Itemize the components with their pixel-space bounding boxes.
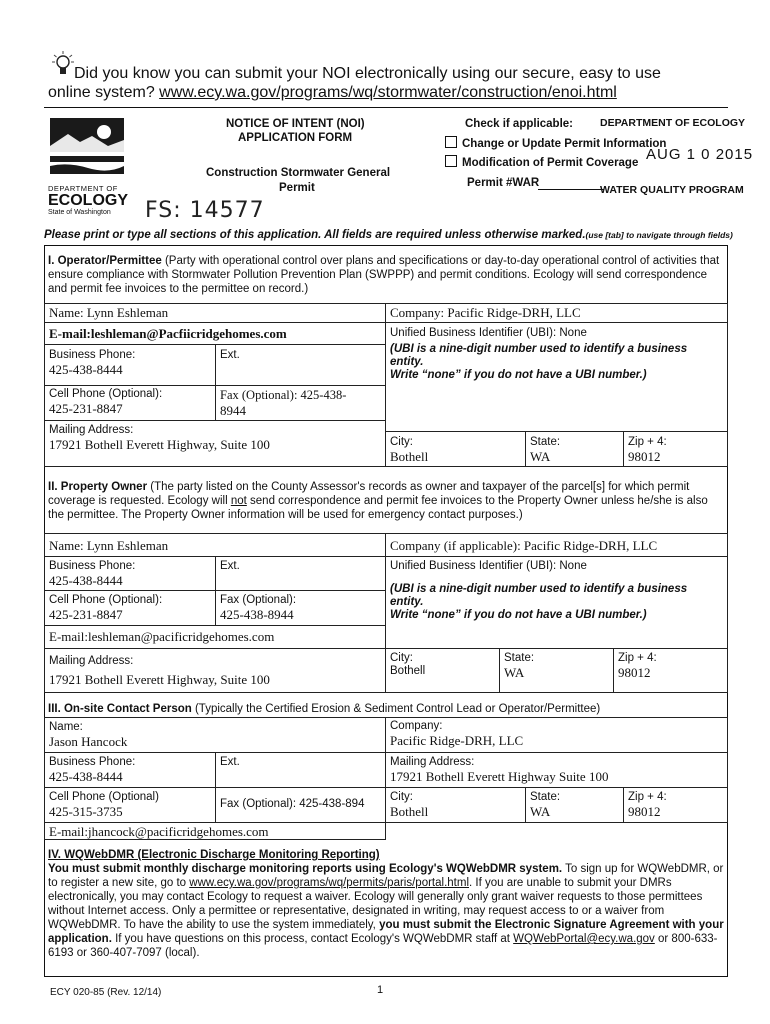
s3-ext: Ext. — [220, 756, 240, 768]
s3-company-label: Company: — [390, 720, 443, 732]
s3-fax-cell[interactable] — [215, 787, 386, 823]
banner-line2: online system? — [48, 84, 160, 101]
form-subtitle-2: Permit — [279, 182, 315, 194]
instructions-main: Please print or type all sections of this application. All fields are required unless otherwise marked. — [44, 229, 586, 241]
s1-ubi-note: (UBI is a nine-digit number used to identify a business entity. — [390, 343, 688, 368]
s3-email: E-mail:jhancock@pacificridgehomes.com — [49, 824, 269, 839]
s1-bphone-label: Business Phone: — [49, 349, 136, 361]
s3-city-cell[interactable] — [385, 787, 526, 823]
s1-ext-cell[interactable] — [215, 344, 386, 386]
wqwebportal-email-link[interactable]: WQWebPortal@ecy.wa.gov — [513, 933, 655, 945]
form-subtitle-1: Construction Stormwater General — [206, 167, 391, 179]
s2-state-cell[interactable] — [499, 648, 614, 693]
ecology-logo — [48, 116, 129, 216]
section2-description — [48, 480, 724, 522]
section3-heading: III. On-site Contact Person — [48, 703, 192, 715]
s2-fax-cell[interactable] — [215, 590, 386, 626]
s2-cell-phone-cell[interactable] — [44, 590, 216, 626]
s3-name: Jason Hancock — [49, 734, 128, 749]
s3-mailing-cell[interactable] — [385, 752, 728, 788]
s1-company: Company: Pacific Ridge-DRH, LLC — [390, 305, 581, 320]
s2-company: Company (if applicable): Pacific Ridge-DRH, LLC — [390, 538, 658, 553]
section4-p4: or 800-633-6193 or 360-407-7097 (local). — [48, 933, 718, 959]
s1-cell-label: Cell Phone (Optional): — [49, 388, 163, 400]
s1-fax-cell[interactable] — [215, 385, 386, 421]
s1-zip: 98012 — [628, 449, 661, 464]
s2-ubi-note: (UBI is a nine-digit number used to identify a business entity. — [390, 583, 688, 608]
s2-city: Bothell — [390, 665, 426, 677]
s2-ext: Ext. — [220, 560, 240, 572]
s1-ubi: Unified Business Identifier (UBI): None — [390, 327, 587, 339]
section2-heading: II. Property Owner — [48, 481, 148, 493]
s3-ext-cell[interactable] — [215, 752, 386, 788]
s3-name-label: Name: — [49, 721, 83, 733]
s1-fax-label: Fax (Optional): 425-438- — [220, 388, 347, 402]
s2-cell: 425-231-8847 — [49, 607, 123, 622]
s2-name: Name: Lynn Eshleman — [49, 538, 169, 553]
modify-coverage-option[interactable] — [445, 155, 638, 170]
s2-fax: 425-438-8944 — [220, 607, 294, 622]
s1-state-label: State: — [530, 436, 561, 448]
change-permit-label: Change or Update Permit Information — [462, 138, 667, 150]
section3-description — [48, 702, 724, 716]
modify-coverage-checkbox[interactable] — [445, 155, 457, 167]
noi-banner — [48, 64, 748, 102]
modify-coverage-label: Modification of Permit Coverage — [462, 157, 639, 169]
section4-p3: If you have questions on this process, contact Ecology's WQWebDMR staff at — [111, 933, 514, 945]
s3-bphone-label: Business Phone: — [49, 756, 136, 768]
s2-ubi: Unified Business Identifier (UBI): None — [390, 560, 587, 572]
change-permit-checkbox[interactable] — [445, 136, 457, 148]
s1-state: WA — [530, 449, 551, 464]
s1-state-cell[interactable] — [525, 431, 624, 467]
s3-fax: Fax (Optional): 425-438-894 — [220, 798, 365, 810]
page-number: 1 — [377, 984, 384, 996]
s3-zip-label: Zip + 4: — [628, 791, 667, 803]
section4-p1-bold: You must submit monthly discharge monitoring reports using Ecology's WQWebDMR system. — [48, 863, 563, 875]
section2-desc1: (The party listed on the County Assessor's records as owner and taxpayer of the parcel[s] for which permit coverage is requested. Ecology will — [48, 481, 690, 507]
s3-cell-label: Cell Phone (Optional) — [49, 791, 159, 803]
section4-p1: To sign up for WQWebDMR, or to register a new site, go to — [48, 863, 724, 889]
s3-bphone: 425-438-8444 — [49, 769, 123, 784]
s1-fax: 8944 — [220, 403, 246, 418]
form-title-2: APPLICATION FORM — [238, 132, 353, 144]
s3-business-phone-cell[interactable] — [44, 752, 216, 788]
s2-mail-label: Mailing Address: — [49, 655, 134, 667]
s3-cell-phone-cell[interactable] — [44, 787, 216, 823]
s1-city-cell[interactable] — [385, 431, 526, 467]
s1-zip-label: Zip + 4: — [628, 436, 667, 448]
s1-ext: Ext. — [220, 349, 240, 361]
s2-name-cell[interactable] — [44, 533, 386, 557]
banner-line1: Did you know you can submit your NOI electronically using our secure, easy to use — [74, 65, 661, 82]
banner-divider — [44, 107, 728, 108]
s1-zip-cell[interactable] — [623, 431, 728, 467]
s1-bphone: 425-438-8444 — [49, 362, 123, 377]
s1-mailing-cell[interactable] — [44, 420, 386, 467]
s1-cell: 425-231-8847 — [49, 401, 123, 416]
s1-company-cell[interactable] — [385, 303, 728, 323]
s1-ubi-cell[interactable] — [385, 322, 728, 432]
s1-city: Bothell — [390, 449, 429, 464]
logo-dept: DEPARTMENT OF — [48, 184, 118, 193]
s2-ext-cell[interactable] — [215, 556, 386, 591]
change-permit-option[interactable] — [445, 136, 666, 151]
section4-p2-bold: you must submit the Electronic Signature Agreement with your application. — [48, 919, 724, 945]
s1-cell-phone-cell[interactable] — [44, 385, 216, 421]
permit-number-field[interactable] — [538, 189, 604, 190]
section4-p2: . If you are unable to submit your DMRs electronically, you may contact Ecology to request a waiver. Ecology will generally only grant waiver requests to those permittees without Internet access. Only a permittee or representative, designated in writing, may request access to or a waiver from WQWebDMR. To have the ability to use the system immediately, — [48, 877, 703, 931]
s2-state-label: State: — [504, 652, 535, 664]
s3-city: Bothell — [390, 804, 429, 819]
form-title-1: NOTICE OF INTENT (NOI) — [226, 118, 365, 130]
s3-company: Pacific Ridge-DRH, LLC — [390, 733, 524, 748]
s2-business-phone-cell[interactable] — [44, 556, 216, 591]
s2-city-cell[interactable] — [385, 648, 500, 693]
s2-cell-label: Cell Phone (Optional): — [49, 594, 163, 606]
section2-desc-not: not — [230, 495, 247, 507]
s2-fax-label: Fax (Optional): — [220, 594, 297, 606]
s2-email-cell[interactable] — [44, 625, 386, 649]
s2-ubi-note2: Write “none” if you do not have a UBI number.) — [390, 609, 647, 621]
s3-state-cell[interactable] — [525, 787, 624, 823]
s3-state: WA — [530, 804, 551, 819]
fs-number-handwritten: FS: 14577 — [145, 198, 265, 223]
permit-number-label: Permit #WAR — [467, 177, 540, 189]
section2-desc2: send correspondence and permit fee invoices to the Property Owner unless he/she is also the permittee. The Property Owner information will be used for emergency contact purposes.) — [48, 495, 708, 521]
s3-company-cell[interactable] — [385, 717, 728, 753]
section1-heading: I. Operator/Permittee — [48, 255, 162, 267]
program-label: WATER QUALITY PROGRAM — [600, 184, 744, 196]
s1-mail: 17921 Bothell Everett Highway, Suite 100 — [49, 437, 270, 452]
section1-description — [48, 254, 724, 296]
s1-mail-label: Mailing Address: — [49, 424, 134, 436]
s2-email: E-mail:leshleman@pacificridgehomes.com — [49, 629, 275, 644]
s2-mail: 17921 Bothell Everett Highway, Suite 100 — [49, 672, 270, 687]
s3-zip-cell[interactable] — [623, 787, 728, 823]
s3-zip: 98012 — [628, 804, 661, 819]
s1-ubi-note2: Write “none” if you do not have a UBI number.) — [390, 369, 647, 381]
s3-mail-label: Mailing Address: — [390, 756, 475, 768]
agency-label: DEPARTMENT OF ECOLOGY — [600, 117, 746, 129]
s3-mail: 17921 Bothell Everett Highway Suite 100 — [390, 769, 609, 784]
instructions — [44, 229, 733, 241]
s1-email-cell[interactable] — [44, 322, 386, 345]
section4-heading: IV. WQWebDMR (Electronic Discharge Monitoring Reporting) — [48, 849, 380, 861]
wqwebdmr-portal-link[interactable]: www.ecy.wa.gov/programs/wq/permits/paris/portal.html — [189, 877, 469, 889]
s1-name-cell[interactable] — [44, 303, 386, 323]
s1-business-phone-cell[interactable] — [44, 344, 216, 386]
check-applicable-label: Check if applicable: — [465, 118, 574, 130]
s2-company-cell[interactable] — [385, 533, 728, 557]
s2-mailing-cell[interactable] — [44, 648, 386, 693]
section1-desc: (Party with operational control over plans and specifications or day-to-day operational control of activities that ensure compliance with Stormwater Pollution Prevention Plan (SWPPP) and permit conditions. Ecology will send correspondence and permit fee invoices to the permittee on record.) — [48, 255, 720, 295]
logo-name: ECOLOGY — [48, 192, 129, 209]
form-id: ECY 020-85 (Rev. 12/14) — [50, 987, 162, 998]
section4 — [48, 848, 724, 960]
enoi-link[interactable]: www.ecy.wa.gov/programs/wq/stormwater/construction/enoi.html — [159, 84, 617, 101]
s1-email: E-mail:leshleman@Pacfiicridgehomes.com — [49, 326, 287, 341]
s3-name-cell[interactable] — [44, 717, 386, 753]
s2-city-label: City: — [390, 652, 413, 664]
s3-cell: 425-315-3735 — [49, 804, 123, 819]
s2-ubi-cell[interactable] — [385, 556, 728, 649]
received-date-stamp: AUG 1 0 2015 — [646, 146, 754, 163]
s1-city-label: City: — [390, 436, 413, 448]
s3-city-label: City: — [390, 791, 413, 803]
s1-name: Name: Lynn Eshleman — [49, 305, 169, 320]
s2-bphone-label: Business Phone: — [49, 560, 136, 572]
s2-zip: 98012 — [618, 665, 651, 680]
s2-bphone: 425-438-8444 — [49, 573, 123, 588]
s2-state: WA — [504, 665, 525, 680]
s3-state-label: State: — [530, 791, 561, 803]
logo-state: State of Washington — [48, 209, 111, 216]
instructions-note: (use [tab] to navigate through fields) — [585, 230, 733, 240]
s3-email-cell[interactable] — [44, 822, 386, 840]
section3-desc: (Typically the Certified Erosion & Sediment Control Lead or Operator/Permittee) — [191, 703, 601, 715]
s2-zip-label: Zip + 4: — [618, 652, 657, 664]
s2-zip-cell[interactable] — [613, 648, 728, 693]
